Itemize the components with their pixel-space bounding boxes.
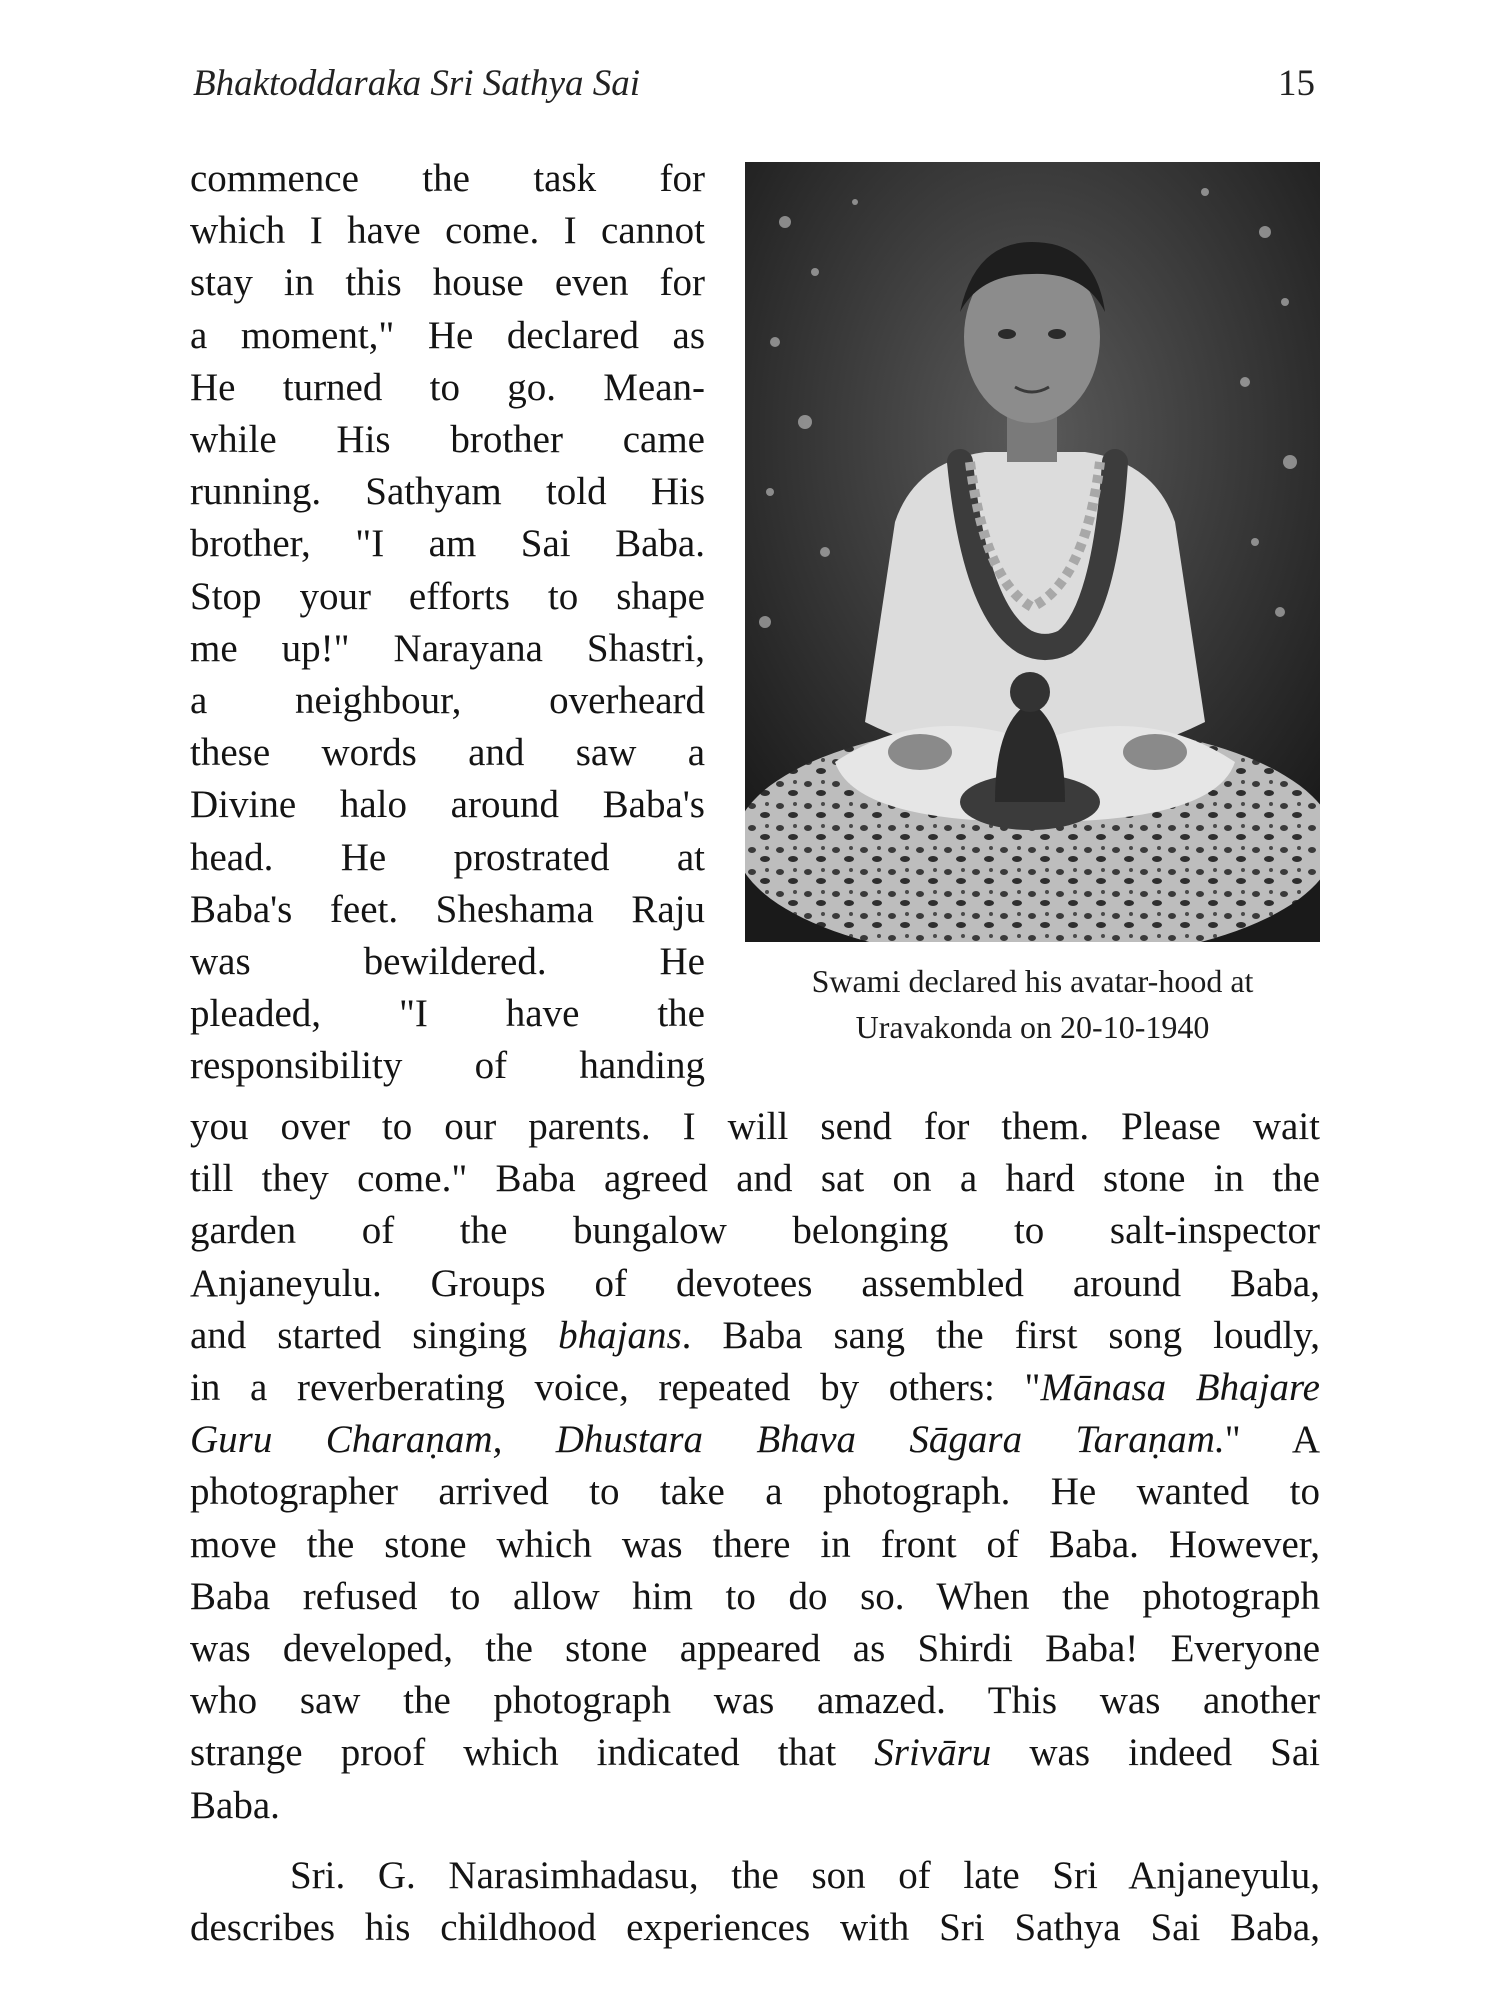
text-line-mixed [190, 1414, 1320, 1466]
text-line: responsibility of handing [190, 1044, 705, 1088]
text-line: commence the task for [190, 157, 705, 200]
text-line: brother, "I am Sai Baba. [190, 522, 705, 566]
text-run: in a reverberating voice, repeated by others: " [190, 1366, 1041, 1410]
photograph-seated-figure-icon [745, 162, 1320, 942]
caption-line: Uravakonda on 20-10-1940 [855, 1009, 1210, 1045]
text-line: pleaded, "I have the [190, 992, 705, 1036]
text-line: Baba's feet. Sheshama Raju [190, 887, 705, 931]
text-line: these words and saw a [190, 731, 705, 775]
text-line: which I have come. I cannot [190, 209, 705, 253]
body-paragraph-2 [190, 1850, 1320, 1954]
text-run: . Baba sang the first song loudly, [681, 1313, 1320, 1357]
text-run: was indeed Sai [1029, 1731, 1320, 1775]
text-run: strange proof which indicated that [190, 1731, 837, 1775]
text-line: running. Sathyam told His [190, 470, 705, 514]
text-line-mixed [190, 1727, 1320, 1779]
text-line: was developed, the stone appeared as Shirdi Baba! Everyone [190, 1627, 1320, 1671]
page-number: 15 [1278, 63, 1315, 104]
text-line: you over to our parents. I will send for them. Please wait [190, 1105, 1320, 1148]
photo-caption [735, 958, 1330, 1050]
italic-term: Guru Charaṇam, Dhustara Bhava Sāgara Taraṇam. [190, 1418, 1225, 1462]
text-line: a moment," He declared as [190, 313, 705, 357]
text-line: while His brother came [190, 418, 705, 462]
text-line: garden of the bungalow belonging to salt-inspector [190, 1209, 1320, 1253]
text-line: Divine halo around Baba's [190, 783, 705, 827]
text-line: describes his childhood experiences with Sri Sathya Sai Baba, [190, 1906, 1320, 1950]
text-line-mixed [190, 1310, 1320, 1362]
text-line: photographer arrived to take a photograph. He wanted to [190, 1470, 1320, 1514]
text-line: Baba refused to allow him to do so. When the photograph [190, 1574, 1320, 1618]
text-line: Anjaneyulu. Groups of devotees assembled around Baba, [190, 1261, 1320, 1305]
text-run: and started singing [190, 1313, 528, 1357]
photo-figure [745, 162, 1320, 942]
text-line: Stop your efforts to shape [190, 574, 705, 618]
text-line: He turned to go. Mean- [190, 365, 705, 409]
text-line-mixed [190, 1362, 1320, 1414]
text-line: move the stone which was there in front of Baba. However, [190, 1522, 1320, 1566]
text-line: a neighbour, overheard [190, 679, 705, 723]
body-text-wide-column [190, 1101, 1320, 1832]
body-text-narrow-column [190, 153, 705, 1093]
caption-line: Swami declared his avatar-hood at [811, 963, 1254, 999]
text-line: stay in this house even for [190, 261, 705, 305]
text-run: " A [1224, 1418, 1320, 1462]
text-line: till they come." Baba agreed and sat on a hard stone in the [190, 1157, 1320, 1201]
text-line: Sri. G. Narasimhadasu, the son of late Sri Anjaneyulu, [290, 1854, 1320, 1897]
italic-term: Mānasa Bhajare [1040, 1366, 1320, 1410]
text-line: who saw the photograph was amazed. This was another [190, 1679, 1320, 1723]
italic-term: Srivāru [874, 1731, 992, 1775]
text-line: was bewildered. He [190, 940, 705, 984]
italic-term: bhajans [558, 1313, 682, 1357]
text-line: me up!" Narayana Shastri, [190, 626, 705, 670]
text-line: Baba. [190, 1783, 280, 1827]
text-line: head. He prostrated at [190, 835, 705, 879]
running-head: Bhaktoddaraka Sri Sathya Sai [193, 63, 641, 104]
